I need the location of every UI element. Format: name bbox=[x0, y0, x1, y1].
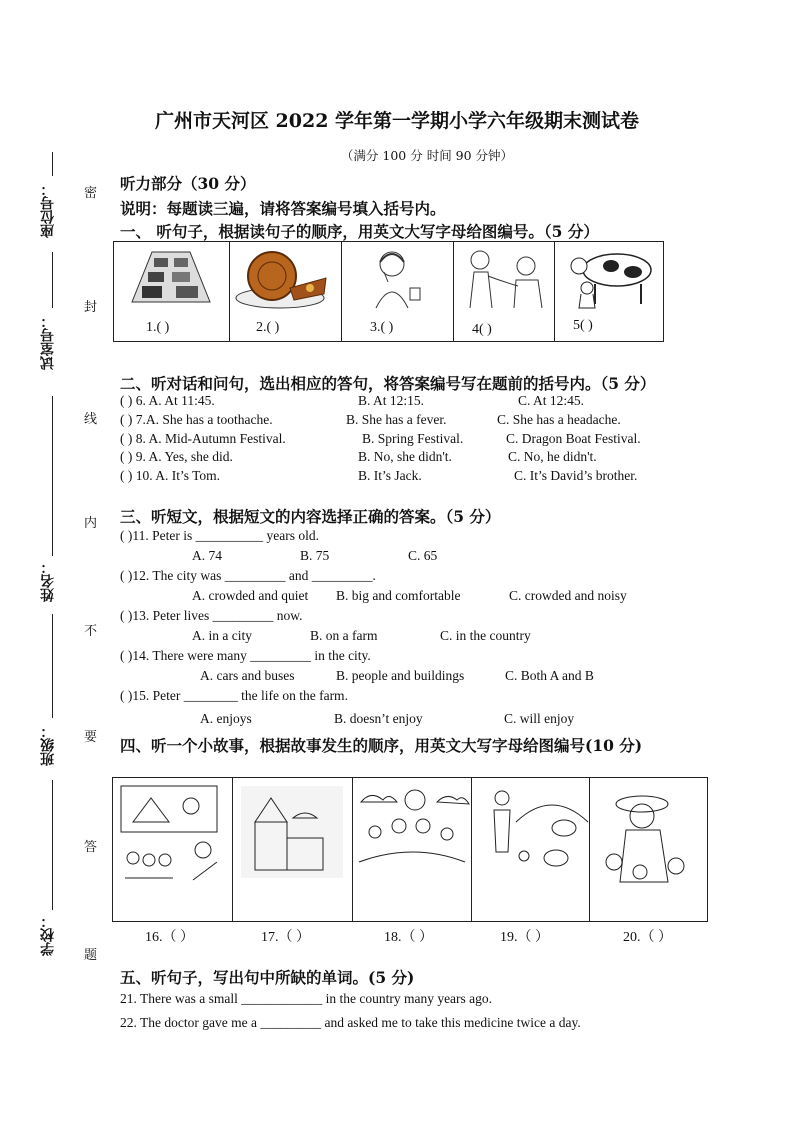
question-7-option-b: B. She has a fever. bbox=[346, 412, 447, 427]
part1-label-4: 4( ) bbox=[472, 322, 492, 337]
part1-heading: 一、 听句子，根据读句子的顺序，用英文大写字母给图编号。（5 分） bbox=[120, 222, 599, 241]
part4-label-18: 18.（ ） bbox=[384, 930, 433, 945]
question-8-option-c: C. Dragon Boat Festival. bbox=[506, 431, 641, 446]
name-line bbox=[52, 396, 53, 556]
seal-char: 题 bbox=[84, 948, 98, 963]
farmer-woman-illustration bbox=[590, 782, 706, 902]
class-line bbox=[52, 614, 53, 718]
part4-label-20: 20.（ ） bbox=[623, 930, 672, 945]
question-10-option-c: C. It’s David’s brother. bbox=[514, 468, 638, 483]
question-11-option-c: C. 65 bbox=[408, 548, 438, 563]
room-number-label: 试室号： bbox=[40, 314, 56, 370]
question-10: ( ) 10. A. It’s Tom. bbox=[120, 468, 221, 483]
seal-char: 密 bbox=[84, 186, 98, 201]
question-13-option-c: C. in the country bbox=[440, 628, 531, 643]
question-14-option-c: C. Both A and B bbox=[505, 668, 594, 683]
class-label: 班级： bbox=[40, 724, 56, 766]
question-9-option-b: B. No, she didn't. bbox=[358, 449, 452, 464]
page-subtitle: （满分 100 分 时间 90 分钟） bbox=[340, 148, 514, 163]
listening-header: 听力部分（30 分） bbox=[120, 174, 256, 193]
question-11: ( )11. Peter is __________ years old. bbox=[120, 528, 319, 543]
picture-mooncake bbox=[230, 242, 342, 341]
part1-label-3: 3.( ) bbox=[370, 320, 394, 335]
question-15-option-b: B. doesn’t enjoy bbox=[334, 711, 423, 726]
school-label: 学校： bbox=[40, 914, 56, 956]
instructions: 说明：每题读三遍，请将答案编号填入括号内。 bbox=[120, 199, 446, 218]
doctor-checkup-illustration bbox=[454, 242, 554, 314]
traffic-jam-illustration bbox=[114, 242, 228, 312]
girl-toothache-illustration bbox=[342, 242, 452, 314]
question-13-option-b: B. on a farm bbox=[310, 628, 378, 643]
milking-cow-illustration bbox=[555, 242, 663, 314]
part4-heading: 四、听一个小故事，根据故事发生的顺序，用英文大写字母给图编号(10 分) bbox=[120, 736, 643, 755]
question-10-option-b: B. It’s Jack. bbox=[358, 468, 422, 483]
seal-char: 内 bbox=[84, 516, 98, 531]
part4-label-19: 19.（ ） bbox=[500, 930, 549, 945]
picture-traffic-jam bbox=[114, 242, 230, 341]
picture-house bbox=[233, 778, 353, 921]
name-label: 姓名： bbox=[40, 560, 56, 602]
seat-number-label: 座位号： bbox=[40, 182, 56, 238]
question-8-option-b: B. Spring Festival. bbox=[362, 431, 464, 446]
farm-illustration bbox=[472, 782, 590, 902]
family-sun-illustration bbox=[353, 782, 471, 902]
part1-label-1: 1.( ) bbox=[146, 320, 170, 335]
question-21: 21. There was a small ____________ in the country many years ago. bbox=[120, 991, 493, 1006]
picture-milking-cow bbox=[555, 242, 663, 341]
question-11-option-a: A. 74 bbox=[192, 548, 222, 563]
question-6-option-b: B. At 12:15. bbox=[358, 393, 425, 408]
part1-picture-box bbox=[113, 241, 664, 342]
classroom-illustration bbox=[113, 782, 231, 902]
question-6-option-c: C. At 12:45. bbox=[518, 393, 585, 408]
seal-char: 线 bbox=[84, 412, 98, 427]
part5-heading: 五、听句子，写出句中所缺的单词。(5 分) bbox=[120, 968, 415, 987]
page-title: 广州市天河区 2022 学年第一学期小学六年级期末测试卷 bbox=[154, 110, 640, 132]
part4-label-16: 16.（ ） bbox=[145, 930, 194, 945]
picture-family-sun bbox=[353, 778, 472, 921]
question-12-option-c: C. crowded and noisy bbox=[509, 588, 627, 603]
question-12: ( )12. The city was _________ and _________. bbox=[120, 568, 376, 583]
question-22: 22. The doctor gave me a _________ and asked me to take this medicine twice a day. bbox=[120, 1015, 581, 1030]
question-15-option-a: A. enjoys bbox=[200, 711, 252, 726]
part3-heading: 三、听短文，根据短文的内容选择正确的答案。（5 分） bbox=[120, 507, 501, 526]
house-illustration bbox=[233, 782, 351, 902]
part1-label-5: 5( ) bbox=[573, 318, 593, 333]
question-14-option-b: B. people and buildings bbox=[336, 668, 465, 683]
room-line bbox=[52, 252, 53, 308]
question-9-option-c: C. No, he didn't. bbox=[508, 449, 597, 464]
seal-char: 要 bbox=[84, 730, 98, 745]
question-14-option-a: A. cars and buses bbox=[200, 668, 295, 683]
seal-char: 封 bbox=[84, 300, 98, 315]
part4-picture-box bbox=[112, 777, 708, 922]
picture-girl-toothache bbox=[342, 242, 454, 341]
school-line bbox=[52, 780, 53, 910]
picture-classroom bbox=[113, 778, 233, 921]
mooncake-illustration bbox=[230, 242, 340, 314]
part2-heading: 二、听对话和问句，选出相应的答句，将答案编号写在题前的括号内。（5 分） bbox=[120, 374, 656, 393]
question-8: ( ) 8. A. Mid-Autumn Festival. bbox=[120, 431, 286, 446]
picture-farmer-woman bbox=[590, 778, 707, 921]
part1-label-2: 2.( ) bbox=[256, 320, 280, 335]
seal-char: 答 bbox=[84, 840, 98, 855]
question-12-option-a: A. crowded and quiet bbox=[192, 588, 309, 603]
question-15-option-c: C. will enjoy bbox=[504, 711, 575, 726]
question-15: ( )15. Peter ________ the life on the farm. bbox=[120, 688, 348, 703]
question-6: ( ) 6. A. At 11:45. bbox=[120, 393, 215, 408]
question-12-option-b: B. big and comfortable bbox=[336, 588, 461, 603]
question-9: ( ) 9. A. Yes, she did. bbox=[120, 449, 233, 464]
question-7: ( ) 7.A. She has a toothache. bbox=[120, 412, 273, 427]
seal-char: 不 bbox=[84, 624, 98, 639]
question-13: ( )13. Peter lives _________ now. bbox=[120, 608, 303, 623]
question-13-option-a: A. in a city bbox=[192, 628, 252, 643]
part4-label-17: 17.（ ） bbox=[261, 930, 310, 945]
picture-doctor-checkup bbox=[454, 242, 555, 341]
picture-farm bbox=[472, 778, 590, 921]
question-11-option-b: B. 75 bbox=[300, 548, 330, 563]
question-7-option-c: C. She has a headache. bbox=[497, 412, 621, 427]
question-14: ( )14. There were many _________ in the city. bbox=[120, 648, 371, 663]
seat-line bbox=[52, 152, 53, 176]
